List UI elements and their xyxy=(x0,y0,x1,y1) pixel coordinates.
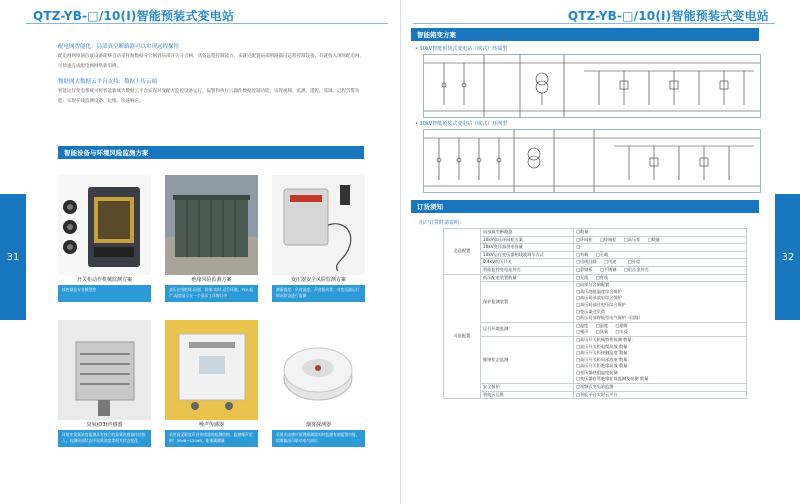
right-header-title: QTZ-YB-□/10(I)智能预装式变电站 xyxy=(567,9,769,23)
table-row xyxy=(444,244,747,252)
diagram1-title: • 10kV智能预装式变电站（欧式）终端型 xyxy=(415,46,508,52)
row-item: 健康状态监测 xyxy=(481,336,574,383)
option[interactable]: □高压柜 xyxy=(623,236,641,242)
option[interactable]: □高压开关柜绝缘局放 数量： xyxy=(576,363,632,369)
row-item: 10kV高压环网柜方案 xyxy=(481,236,574,244)
photo-desc-5: 采用高灵敏度声音传感器的检测结构，监测噪声范围：30dB~120dB，能准确测量 xyxy=(165,430,258,447)
intro-section xyxy=(58,42,364,112)
order-options-table xyxy=(443,228,747,399)
row-item: 智能监控变电站外壳 xyxy=(481,266,574,274)
option[interactable]: □有载 xyxy=(576,251,589,257)
table-row xyxy=(444,251,747,259)
category-optional: 可选配置 xyxy=(444,274,481,399)
row-item: 10kV变压器供电容量 xyxy=(481,244,574,252)
terminal-type-wiring-diagram xyxy=(423,54,761,118)
option[interactable]: □高压局部过电压综合保护 xyxy=(576,301,627,307)
row-item: 10kV运行变压器相线或调节方式 xyxy=(481,251,574,259)
intro-heading-2: 物联网大数据云平台支持：数据上传云端 xyxy=(58,79,158,85)
option[interactable]: □高压开关柜接触温度 数量： xyxy=(576,350,632,356)
row-item: 运行环境监测 xyxy=(481,322,574,336)
right-header-rule xyxy=(413,23,775,24)
row-options xyxy=(574,322,747,336)
right-page-number-tab xyxy=(775,194,800,320)
option[interactable]: □智能平台实时云平台 xyxy=(576,391,618,397)
table-row xyxy=(444,229,747,237)
right-page xyxy=(400,0,800,504)
photo-title-1: 开关柜动作机械监测方案 xyxy=(58,275,151,285)
diagram2-title: • 10kV智能预装式变电站（欧式）环网型 xyxy=(415,121,508,127)
left-header-rule xyxy=(26,23,388,24)
option[interactable]: □出线回路 xyxy=(576,259,597,265)
switchgear-monitor-photo xyxy=(58,175,151,275)
option[interactable]: □高压开关柜局部放电 数量： xyxy=(576,356,632,362)
option[interactable]: □变压器套管绝缘在线监测及检测 数量： xyxy=(576,376,653,382)
row-item: 0.4kV低压开关 xyxy=(481,259,574,267)
option[interactable]: □补偿： xyxy=(627,259,645,265)
option[interactable]: □变压器过负荷 xyxy=(576,308,606,314)
monitoring-section-title: 智能设备与环境风险监测方案 xyxy=(58,146,364,159)
table-row xyxy=(444,322,747,336)
option[interactable]: □终端柜 xyxy=(599,236,617,242)
transformer-monitor-photo xyxy=(272,175,365,275)
table-row xyxy=(444,274,747,282)
smoke-detector-photo xyxy=(272,320,365,420)
option[interactable]: □噪声 xyxy=(576,329,589,335)
category-required: 必选配置 xyxy=(444,229,481,275)
option[interactable]: □高压开关机械特性检测 数量： xyxy=(576,336,636,342)
intro-heading-1: 配电网智能化：局部真空断路器可以实现远程操控 xyxy=(58,44,180,50)
table-row xyxy=(444,391,747,399)
row-options xyxy=(574,259,747,267)
left-header-title: QTZ-YB-□/10(I)智能预装式变电站 xyxy=(33,9,235,23)
table-row xyxy=(444,266,747,274)
row-options xyxy=(574,229,747,237)
option[interactable]: □高压绕组温度综合保护 xyxy=(576,288,622,294)
option[interactable]: □无载 xyxy=(595,251,609,257)
ring-type-wiring-diagram xyxy=(423,129,761,193)
option[interactable]: □用途： xyxy=(604,259,621,265)
option[interactable]: □低压局部智能型电气保护（回路） xyxy=(576,315,643,321)
row-options xyxy=(574,391,747,399)
row-options xyxy=(574,236,747,244)
ozone-sensor-photo xyxy=(58,320,151,420)
table-row xyxy=(444,259,747,267)
option[interactable]: □无线 xyxy=(576,274,589,280)
photo-desc-2: 高压在线绝缘-局部、局部-实时-运行环境、PLV-起严-温度显示在一个显示工作窗口中 xyxy=(165,285,258,302)
option[interactable]: □变压器绕组温度检测 xyxy=(576,369,618,375)
photo-desc-6: 采用光电感应原理探测器实时监测有烟报警功能，烟雾输出可联动电气部位 xyxy=(272,430,365,447)
right-page-number: 32 xyxy=(781,251,795,263)
row-options xyxy=(574,244,747,252)
option[interactable]: □铝合金外壳 xyxy=(623,266,649,272)
option[interactable]: □数量： xyxy=(576,229,593,234)
photo-title-5: 噪声传感器 xyxy=(165,420,258,430)
photo-card-transformer xyxy=(272,175,365,302)
row-item: 低压配电装置数量 xyxy=(481,274,574,282)
option[interactable]: □彩钢板 xyxy=(576,266,593,272)
order-section-title: 订货须知 xyxy=(411,200,759,213)
photo-card-insulation xyxy=(165,175,258,302)
left-page-number-tab xyxy=(0,194,26,320)
photo-title-4: 臭氧(O3)传感器 xyxy=(58,420,151,430)
option[interactable]: □高压局部放电综合保护 xyxy=(576,295,622,301)
option[interactable]: □有线 xyxy=(595,274,609,280)
table-row xyxy=(444,336,747,383)
table-row xyxy=(444,384,747,392)
row-item: 保护监测装置 xyxy=(481,282,574,323)
insulation-cabinet-photo xyxy=(165,175,258,275)
photo-desc-3: 测量温度、负荷温度、声音振动等；对变压器运行情况状态进行监测 xyxy=(272,285,365,302)
row-options xyxy=(574,266,747,274)
intro-body-1: 配电网网络通信或设备能够自动采样和数据分合闸到局部开关分合闸，具备远程控制能力，来就近配置局部断路器可远程控制设备，有就投入现场配电网，可快速完成配电网网络新旧换。 xyxy=(58,54,364,69)
option[interactable]: □环网柜 xyxy=(576,236,593,242)
option[interactable]: □臭氧 xyxy=(595,329,609,335)
option[interactable]: □视频式变电站监测 xyxy=(576,384,614,390)
photo-title-2: 绝缘风险监测方案 xyxy=(165,275,258,285)
option[interactable]: □数量： xyxy=(647,236,665,242)
noise-sensor-photo xyxy=(165,320,258,420)
photo-card-ozone xyxy=(58,320,151,447)
table-row xyxy=(444,236,747,244)
option[interactable]: □水浸 xyxy=(615,329,628,335)
row-item: 安全保护 xyxy=(481,384,574,392)
option[interactable]: □ xyxy=(576,244,580,250)
left-page-number: 31 xyxy=(6,251,20,263)
row-item: 局部真空断路器 xyxy=(481,229,574,237)
option[interactable]: □局部分合闸配置 xyxy=(576,282,610,288)
row-options xyxy=(574,336,747,383)
row-item: 智能云运维 xyxy=(481,391,574,399)
option[interactable]: □不锈钢 xyxy=(599,266,617,272)
row-options xyxy=(574,251,747,259)
photo-card-smoke xyxy=(272,320,365,447)
option[interactable]: □高压开关柜电缆局放 数量： xyxy=(576,343,632,349)
order-subtitle: 用户订货时请说明： xyxy=(419,220,465,226)
intro-body-2: 智能运行变电系统可将智能新城大数据云平台实现对变配方监控设备运行、报警和执行云器件数据控制功能，实现视频、监测、遥控、遥调、远程告警功能；实现在线监测设备、运维、快速响应。 xyxy=(58,89,360,104)
row-options xyxy=(574,384,747,392)
scheme-section-title: 智能箱变方案 xyxy=(411,28,759,41)
photo-desc-1: 技控最佳专业模型控 xyxy=(58,285,151,302)
photo-desc-4: 环境中臭氧浓度监测具有独立的臭氧传感器传送接入，检测局部状态中臭氧浓度等相关状态变化 xyxy=(58,430,151,447)
row-options xyxy=(574,274,747,282)
photo-card-switchgear xyxy=(58,175,151,302)
row-options xyxy=(574,282,747,323)
option[interactable]: □烟雾 xyxy=(615,322,628,328)
photo-title-6: 烟雾探测器 xyxy=(272,420,365,430)
table-row xyxy=(444,282,747,323)
option[interactable]: □湿度 xyxy=(595,322,609,328)
option[interactable]: □温度 xyxy=(576,322,589,328)
photo-card-noise xyxy=(165,320,258,447)
photo-title-3: 变压器安全风险监测方案 xyxy=(272,275,365,285)
